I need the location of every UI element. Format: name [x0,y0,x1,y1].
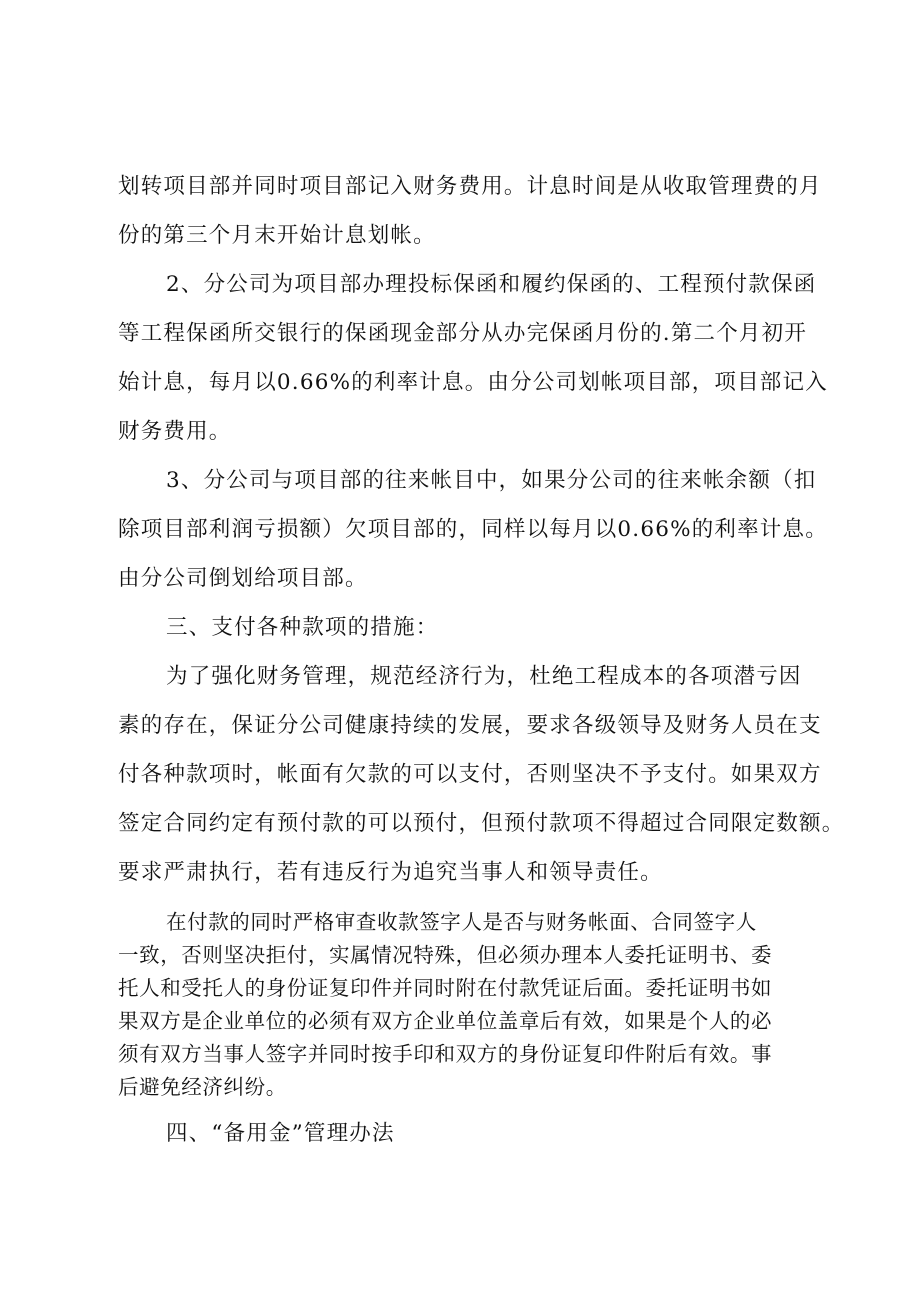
section-heading: 四、“备用金”管理办法 [166,1121,395,1146]
text-line: 在付款的同时严格审查收款签字人是否与财务帐面、合同签字人 [166,910,757,934]
text-line: 要求严肃执行，若有违反行为追究当事人和领导责任。 [118,860,663,885]
text-line: 份的第三个月末开始计息划帐。 [118,223,436,248]
text-line: 财务费用。 [118,419,232,444]
text-line: 须有双方当事人签字并同时按手印和双方的身份证复印件附后有效。事 [118,1042,773,1066]
text-line: 2、分公司为项目部办理投标保函和履约保函的、工程预付款保函 [166,272,817,297]
text-line: 3、分公司与项目部的往来帐目中，如果分公司的往来帐余额（扣 [166,468,817,493]
text-line: 签定合同约定有预付款的可以预付，但预付款项不得超过合同限定数额。 [118,811,845,836]
text-line: 始计息，每月以0.66%的利率计息。由分公司划帐项目部，项目部记入 [118,370,828,395]
text-line: 后避免经济纠纷。 [118,1075,287,1099]
text-line: 由分公司倒划给项目部。 [118,566,368,591]
text-line: 果双方是企业单位的必须有双方企业单位盖章后有效，如果是个人的必 [118,1009,773,1033]
section-heading: 三、支付各种款项的措施： [166,615,439,640]
text-line: 托人和受托人的身份证复印件并同时附在付款凭证后面。委托证明书如 [118,976,773,1000]
text-line: 一致，否则坚决拒付，实属情况特殊，但必须办理本人委托证明书、委 [118,943,773,967]
text-line: 等工程保函所交银行的保函现金部分从办完保函月份的.第二个月初开 [118,321,808,346]
text-line: 划转项目部并同时项目部记入财务费用。计息时间是从收取管理费的月 [118,174,822,199]
text-line: 付各种款项时，帐面有欠款的可以支付，否则坚决不予支付。如果双方 [118,762,822,787]
text-line: 除项目部利润亏损额）欠项目部的，同样以每月以0.66%的利率计息。 [118,517,828,542]
text-line: 素的存在，保证分公司健康持续的发展，要求各级领导及财务人员在支 [118,713,822,738]
text-line: 为了强化财务管理，规范经济行为，杜绝工程成本的各项潜亏因 [166,664,802,689]
